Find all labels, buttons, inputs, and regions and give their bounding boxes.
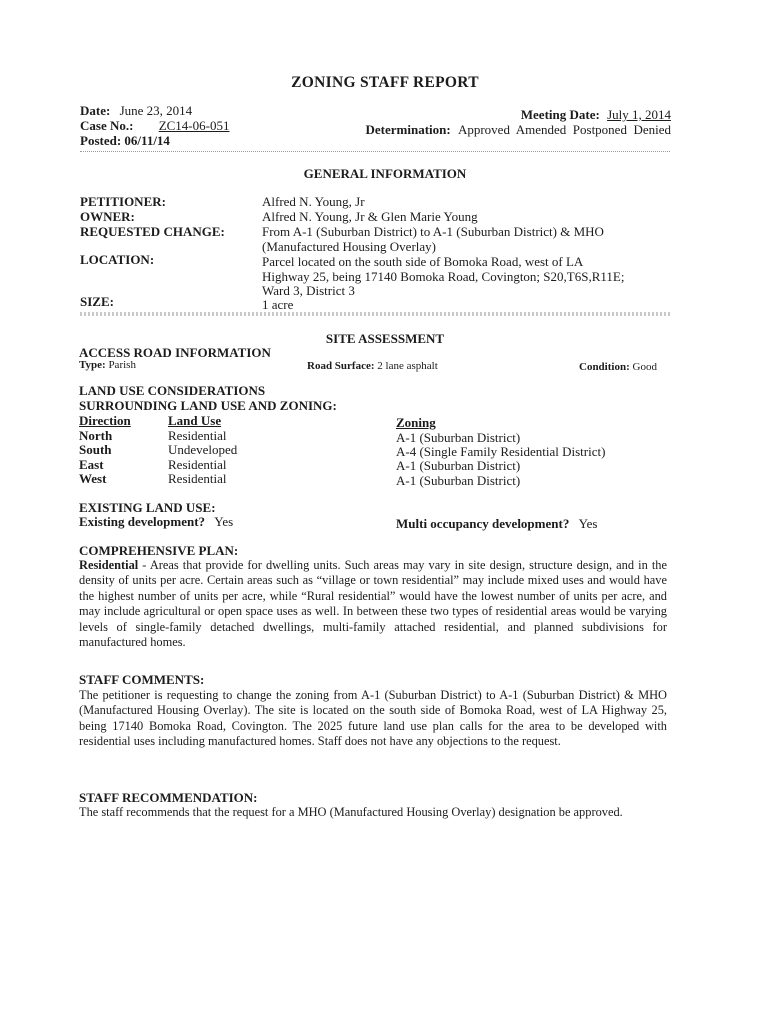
site-assessment-heading: SITE ASSESSMENT	[325, 331, 445, 346]
header-divider	[80, 151, 670, 152]
location-line-2: Highway 25, being 17140 Bomoka Road, Covington; S20,T6S,R11E;	[262, 269, 625, 284]
size-label: SIZE:	[80, 294, 114, 309]
staff-comments-heading: STAFF COMMENTS:	[79, 672, 205, 687]
case-label: Case No.:	[80, 118, 134, 133]
owner-label: OWNER:	[80, 209, 135, 224]
comprehensive-plan-text	[79, 558, 667, 650]
comprehensive-plan-lead: Residential	[79, 558, 139, 572]
row-direction: South	[79, 442, 112, 457]
determination-line	[366, 122, 671, 138]
case-number: ZC14-06-051	[158, 118, 230, 133]
road-type-label: Type:	[79, 359, 106, 371]
posted-line	[80, 133, 170, 149]
date-line	[80, 103, 192, 119]
general-info-heading: GENERAL INFORMATION	[303, 166, 467, 181]
road-condition	[579, 361, 657, 373]
col-land-use: Land Use	[168, 413, 222, 428]
requested-change-label: REQUESTED CHANGE:	[80, 224, 225, 239]
access-road-heading: ACCESS ROAD INFORMATION	[79, 345, 271, 360]
case-line	[80, 118, 229, 134]
row-land-use: Undeveloped	[168, 442, 238, 457]
road-condition-value: Good	[632, 361, 657, 373]
row-direction: East	[79, 457, 104, 472]
col-direction: Direction	[79, 413, 131, 428]
petitioner-label: PETITIONER:	[80, 194, 166, 209]
row-land-use: Residential	[168, 457, 227, 472]
requested-change-line-1: From A-1 (Suburban District) to A-1 (Suburban District) & MHO	[262, 224, 604, 239]
meeting-date-label: Meeting Date:	[520, 107, 600, 122]
multi-occupancy-label: Multi occupancy development?	[396, 516, 570, 531]
determination-label: Determination:	[365, 122, 451, 137]
road-type-value: Parish	[108, 359, 136, 371]
comprehensive-plan-heading: COMPREHENSIVE PLAN:	[79, 543, 239, 558]
existing-development	[79, 514, 233, 530]
comprehensive-plan-body: - Areas that provide for dwelling units. Such areas may vary in site design, structure design, and in the density of units per acre. Certain areas such as “village or town residential” may include mixed uses and would have the highest number of units per acre, while “Rural residential” would have the lowest number of units per acre, and may include agricultural or open space uses as well. In between these two types of residential areas would be varying levels of single-family detached dwellings, multi-family attached residential, and planned subdivisions for manufactured homes.	[79, 558, 667, 650]
posted-label: Posted:	[80, 133, 122, 148]
location-line-3: Ward 3, District 3	[262, 283, 355, 298]
report-title: ZONING STAFF REPORT	[291, 74, 479, 91]
location-label: LOCATION:	[80, 252, 155, 267]
requested-change-line-2: (Manufactured Housing Overlay)	[262, 239, 436, 254]
row-direction: North	[79, 428, 113, 443]
road-surface	[307, 360, 438, 372]
row-zoning: A-4 (Single Family Residential District)	[396, 444, 606, 459]
meeting-date-value: July 1, 2014	[607, 107, 671, 122]
road-type	[79, 359, 136, 371]
size-value: 1 acre	[262, 297, 294, 312]
row-zoning: A-1 (Suburban District)	[396, 473, 521, 488]
meeting-date-line	[521, 107, 671, 123]
scan-divider	[80, 312, 670, 316]
owner-value: Alfred N. Young, Jr & Glen Marie Young	[262, 209, 478, 224]
date-label: Date:	[80, 103, 111, 118]
surrounding-heading: SURROUNDING LAND USE AND ZONING:	[79, 398, 337, 413]
staff-comments-text: The petitioner is requesting to change the zoning from A-1 (Suburban District) to A-1 (Suburban District) & MHO (Manufactured Housing Overlay). The site is located on the south side of Bomoka Road, west of LA Highway 25, being 17140 Bomoka Road, Covington. The 2025 future land use plan calls for the area to be developed with residential uses including manufactured homes. Staff does not have any objections to the request.	[79, 688, 667, 749]
location-line-1: Parcel located on the south side of Bomoka Road, west of LA	[262, 254, 584, 269]
row-zoning: A-1 (Suburban District)	[396, 458, 521, 473]
col-zoning: Zoning	[396, 415, 436, 430]
multi-occupancy-value: Yes	[578, 516, 598, 531]
road-condition-label: Condition:	[579, 361, 630, 373]
land-use-heading: LAND USE CONSIDERATIONS	[79, 383, 266, 398]
staff-recommendation-text: The staff recommends that the request for a MHO (Manufactured Housing Overlay) designation be approved.	[79, 805, 623, 819]
row-land-use: Residential	[168, 428, 227, 443]
road-surface-label: Road Surface:	[307, 360, 375, 372]
row-land-use: Residential	[168, 471, 227, 486]
existing-development-label: Existing development?	[79, 514, 206, 529]
date-value: June 23, 2014	[119, 103, 193, 118]
multi-occupancy	[396, 516, 598, 532]
determination-options: Approved Amended Postponed Denied	[457, 122, 671, 137]
existing-development-value: Yes	[214, 514, 234, 529]
row-zoning: A-1 (Suburban District)	[396, 430, 521, 445]
posted-value: 06/11/14	[124, 133, 170, 148]
existing-land-use-heading: EXISTING LAND USE:	[79, 500, 216, 515]
road-surface-value: 2 lane asphalt	[377, 360, 438, 372]
row-direction: West	[79, 471, 107, 486]
staff-recommendation-heading: STAFF RECOMMENDATION:	[79, 790, 258, 805]
petitioner-value: Alfred N. Young, Jr	[262, 194, 365, 209]
